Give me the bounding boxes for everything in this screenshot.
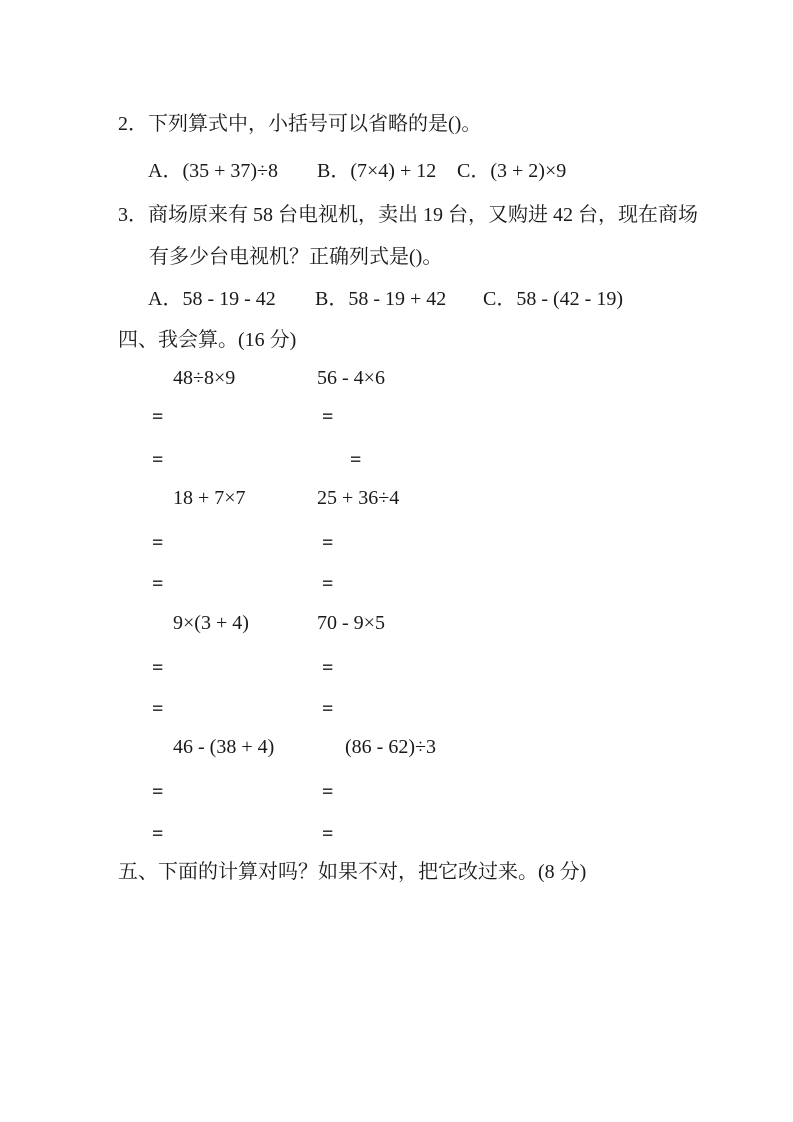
calc-2-right-equals-2: =: [322, 573, 334, 595]
question-3-option-b: B．58 - 19 + 42: [315, 288, 447, 310]
calc-1-left-equals-2: =: [152, 449, 164, 471]
calc-problem-4-right: (86 - 62)÷3: [345, 736, 436, 758]
question-2-text: 2．下列算式中，小括号可以省略的是()。: [118, 113, 482, 135]
calc-1-right-equals-1: =: [322, 406, 334, 428]
calc-problem-3-right: 70 - 9×5: [317, 612, 385, 634]
calc-4-left-equals-1: =: [152, 781, 164, 803]
question-2-option-c: C．(3 + 2)×9: [457, 160, 567, 182]
calc-3-right-equals-2: =: [322, 698, 334, 720]
calc-3-left-equals-1: =: [152, 657, 164, 679]
calc-4-right-equals-2: =: [322, 823, 334, 845]
calc-2-right-equals-1: =: [322, 532, 334, 554]
calc-problem-1-left: 48÷8×9: [173, 367, 236, 389]
calc-3-left-equals-2: =: [152, 698, 164, 720]
calc-problem-1-right: 56 - 4×6: [317, 367, 385, 389]
section-4-heading: 四、我会算。(16 分): [118, 329, 297, 351]
question-3-option-c: C．58 - (42 - 19): [483, 288, 623, 310]
section-5-heading: 五、下面的计算对吗？如果不对，把它改过来。(8 分): [118, 861, 587, 883]
question-2-option-a: A．(35 + 37)÷8: [148, 160, 279, 182]
calc-problem-4-left: 46 - (38 + 4): [173, 736, 275, 758]
calc-4-right-equals-1: =: [322, 781, 334, 803]
calc-1-left-equals-1: =: [152, 406, 164, 428]
calc-1-right-equals-2: =: [350, 449, 362, 471]
calc-problem-3-left: 9×(3 + 4): [173, 612, 249, 634]
question-3-text-line2: 有多少台电视机？正确列式是()。: [149, 246, 443, 268]
question-3-text-line1: 3．商场原来有 58 台电视机，卖出 19 台，又购进 42 台，现在商场: [118, 204, 698, 226]
question-2-option-b: B．(7×4) + 12: [317, 160, 437, 182]
calc-3-right-equals-1: =: [322, 657, 334, 679]
calc-2-left-equals-1: =: [152, 532, 164, 554]
calc-problem-2-left: 18 + 7×7: [173, 487, 246, 509]
question-3-option-a: A．58 - 19 - 42: [148, 288, 276, 310]
calc-4-left-equals-2: =: [152, 823, 164, 845]
calc-problem-2-right: 25 + 36÷4: [317, 487, 400, 509]
calc-2-left-equals-2: =: [152, 573, 164, 595]
